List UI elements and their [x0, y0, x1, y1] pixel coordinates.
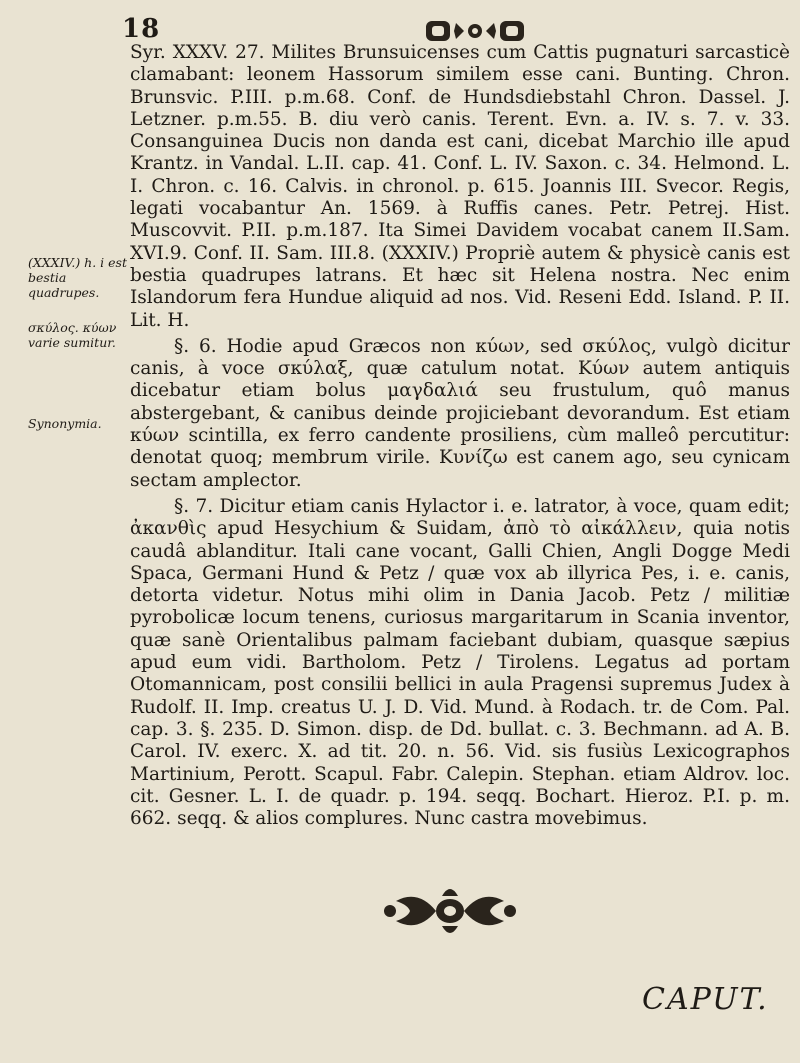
paragraph-continued: Syr. XXXV. 27. Milites Brunsuicenses cum Cattis pugnaturi sarcasticè clamabant: leonem Hassorum similem esse cani. Bunting. Chron. Brunsvic. P.III. p.m.68. Conf. de Hundsdiebstahl Chron. Dassel. J. Letzner. p.m.55. B. diu verò canis. Terent. Evn. a. IV. s. 7. v. 33. Consanguinea Ducis non danda est cani, dicebat Marchio ille apud Krantz. in Vandal. L.II. cap. 41. Conf. L. IV. Saxon. c. 34. Helmond. L. I. Chron. c. 16. Calvis. in chronol. p. 615. Joannis III. Svecor. Regis, legati vocabantur An. 1569. à Ruffis canes. Petr. Petrej. Hist. Muscovvit. P.II. p.m.187. Ita Simei Davidem vocabat canem II.Sam. XVI.9. Conf. II. Sam. III.8. (XXXIV.) Propriè autem & physicè canis est bestia quadrupes latrans. Et hæc sit Helena nostra. Nec enim Islandorum fera Hundue aliquid ad nos. Vid. Reseni Edd. Island. P. II. Lit. H. — [130, 42, 790, 331]
catchword: CAPUT. — [642, 982, 769, 1017]
margin-note: Synonymia. — [28, 416, 102, 431]
paragraph-section-7: §. 7. Dicitur etiam canis Hylactor i. e. latrator, à voce, quam edit; ἀκανθὶς apud Hesychium & Suidam, ἀπὸ τὸ αἰκάλλειν, quia notis caudâ ablanditur. Itali cane vocant, Galli Chien, Angli Dogge Medi Spaca, Germani Hund & Petz / quæ vox ab illyrica Pes, i. e. canis, detorta videtur. Notus mihi olim in Dania Jacob. Petz / militiæ pyrobolicæ locum tenens, curiosus margaritarum in Scania inventor, quæ sanè Orientalibus palmam faciebant dubiam, quasque sæpius apud eum vidi. Bartholom. Petz / Tirolens. Legatus ad portam Otomannicam, post consilii bellici in aula Pragensi supremus Judex à Rudolf. II. Imp. creatus U. J. D. Vid. Mund. à Rodach. tr. de Com. Pal. cap. 3. §. 235. D. Simon. disp. de Dd. bullat. c. 3. Bechmann. ad A. B. Carol. IV. exerc. X. ad tit. 20. n. 56. Vid. sis fusiùs Lexicographos Martinium, Perott. Scapul. Fabr. Calepin. Stephan. etiam Aldrov. loc. cit. Gesner. L. I. de quadr. p. 194. seqq. Bochart. Hieroz. P.I. p. m. 662. seqq. & alios complures. Nunc castra movebimus. — [130, 495, 790, 830]
fleuron-tailpiece-icon — [380, 880, 520, 942]
margin-notes — [28, 255, 128, 441]
margin-note: (XXXIV.) h. i est bestia quadrupes. — [28, 255, 127, 300]
main-text — [130, 42, 790, 830]
margin-note: σκύλος. κύων varie sumitur. — [28, 320, 117, 350]
paragraph-section-6: §. 6. Hodie apud Græcos non κύων, sed σκύλος, vulgò dicitur canis, à voce σκύλαξ, quæ catulum notat. Κύων autem antiquis dicebatur etiam bolus μαγδαλιά seu frustulum, quô manus abstergebant, & canibus deinde projiciebant devorandum. Est etiam κύων scintilla, ex ferro candente prosiliens, cùm malleô percutitur: denotat quoq; membrum virile. Κυνίζω est canem ago, seu cynicam sectam amplector. — [130, 335, 790, 491]
page-number: 18 — [122, 14, 161, 44]
